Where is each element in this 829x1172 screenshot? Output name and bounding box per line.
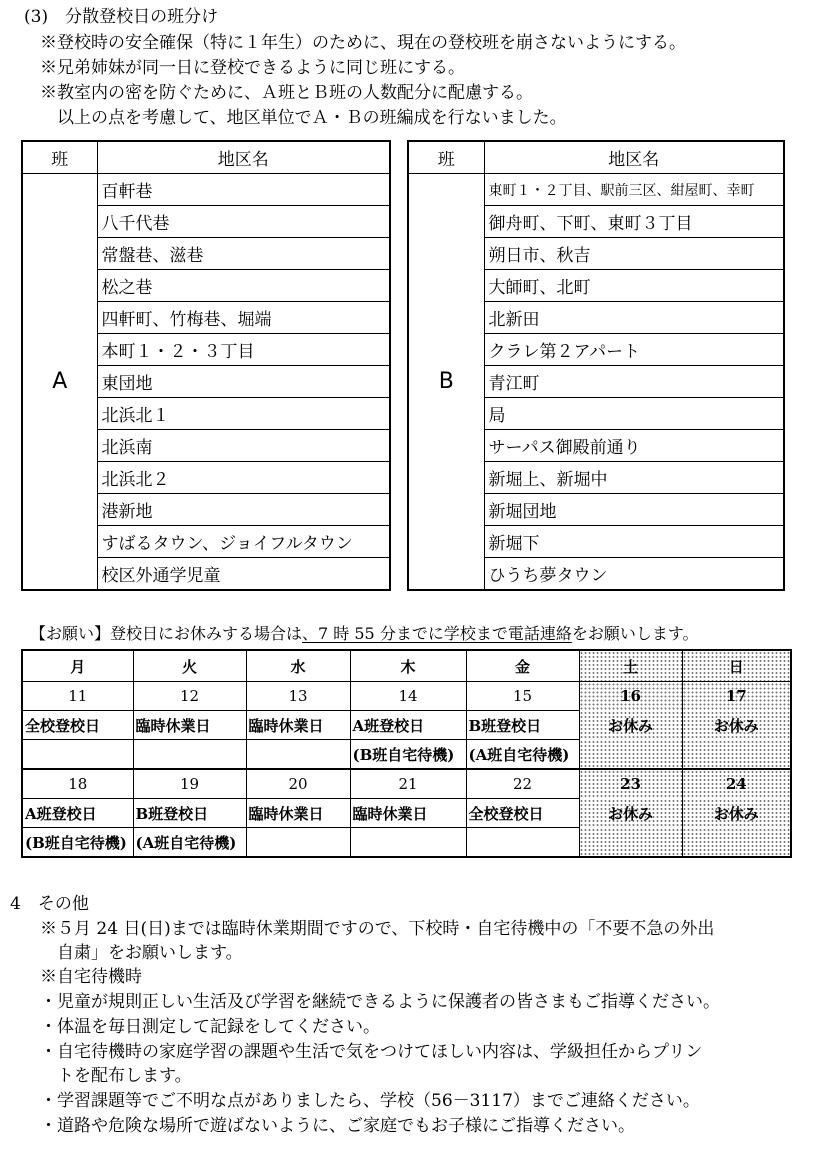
section3-heading: (3) 分散登校日の班分け — [24, 7, 219, 27]
note-cell — [350, 828, 466, 858]
request-prefix: 【お願い】登校日にお休みする場合は — [30, 624, 303, 643]
section4-note-6: ・自宅待機時の家庭学習の課題や生活で気をつけてほしい内容は、学級担任からプリン — [40, 1042, 703, 1062]
date-cell: 21 — [350, 769, 466, 799]
group-a-table — [21, 140, 391, 591]
date-cell: 14 — [350, 682, 466, 711]
date-cell: 24 — [682, 769, 791, 799]
date-cell: 18 — [22, 769, 133, 799]
date-cell: 15 — [466, 682, 579, 711]
section4-note-3: ※自宅待機時 — [40, 967, 142, 987]
col-header-group: 班 — [408, 141, 484, 174]
col-header-group: 班 — [22, 141, 97, 174]
status-cell: B班登校日 — [133, 799, 246, 828]
date-cell: 20 — [246, 769, 350, 799]
area-cell: 百軒巷 — [97, 174, 390, 206]
area-cell: すばるタウン、ジョイフルタウン — [97, 526, 390, 558]
day-header: 日 — [682, 650, 791, 682]
note-cell: (A班自宅待機) — [466, 740, 579, 770]
day-header: 金 — [466, 650, 579, 682]
day-header: 木 — [350, 650, 466, 682]
status-cell: お休み — [682, 799, 791, 828]
area-cell: 四軒町、竹梅巷、堀端 — [97, 302, 390, 334]
area-cell: クラレ第２アパート — [484, 334, 784, 366]
date-cell: 17 — [682, 682, 791, 711]
status-cell: 臨時休業日 — [246, 711, 350, 740]
date-cell: 19 — [133, 769, 246, 799]
area-cell: 本町１・２・３丁目 — [97, 334, 390, 366]
area-cell: 北浜南 — [97, 430, 390, 462]
section3-note-2: ※兄弟姉妹が同一日に登校できるように同じ班にする。 — [40, 58, 465, 78]
date-cell: 12 — [133, 682, 246, 711]
section4-note-5: ・体温を毎日測定して記録をしてください。 — [40, 1017, 380, 1037]
section4-heading: 4 その他 — [10, 894, 89, 914]
group-name-b: B — [408, 174, 484, 591]
area-cell: 局 — [484, 398, 784, 430]
note-cell — [579, 740, 682, 770]
section4-note-4: ・児童が規則正しい生活及び学習を継続できるように保護者の皆さまもご指導ください。 — [40, 992, 720, 1012]
section4-note-1: ※５月 24 日(日)までは臨時休業期間ですので、下校時・自宅待機中の「不要不急の外出 — [40, 919, 715, 939]
note-cell — [579, 828, 682, 858]
date-cell: 22 — [466, 769, 579, 799]
area-cell: ひうち夢タウン — [484, 558, 784, 591]
area-cell: 校区外通学児童 — [97, 558, 390, 591]
area-cell: 東町１・２丁目、駅前三区、紺屋町、幸町 — [484, 174, 784, 206]
area-cell: 松之巷 — [97, 270, 390, 302]
section4-note-9: ・道路や危険な場所で遊ばないように、ご家庭でもお子様にご指導ください。 — [40, 1116, 635, 1136]
section3-note-4: 以上の点を考慮して、地区単位でＡ・Ｂの班編成を行ないました。 — [40, 108, 567, 128]
day-header: 火 — [133, 650, 246, 682]
area-cell: 北新田 — [484, 302, 784, 334]
section4-note-7: トを配布します。 — [40, 1066, 192, 1086]
status-cell: 臨時休業日 — [350, 799, 466, 828]
area-cell: 新堀団地 — [484, 494, 784, 526]
note-cell — [682, 740, 791, 770]
note-cell — [22, 740, 133, 770]
status-cell: 全校登校日 — [466, 799, 579, 828]
section4-note-8: ・学習課題等でご不明な点がありましたら、学校（56－3117）までご連絡ください。 — [40, 1091, 700, 1111]
section3-note-1: ※登校時の安全確保（特に１年生）のために、現在の登校班を崩さないようにする。 — [40, 33, 686, 53]
section3-note-3: ※教室内の密を防ぐために、Ａ班とＢ班の人数配分に配慮する。 — [40, 83, 533, 103]
area-cell: 朔日市、秋吉 — [484, 238, 784, 270]
status-cell: 全校登校日 — [22, 711, 133, 740]
col-header-area: 地区名 — [484, 141, 784, 174]
date-cell: 13 — [246, 682, 350, 711]
area-cell: サーパス御殿前通り — [484, 430, 784, 462]
area-cell: 北浜北１ — [97, 398, 390, 430]
status-cell: お休み — [682, 711, 791, 740]
note-cell: (B班自宅待機) — [22, 828, 133, 858]
status-cell: B班登校日 — [466, 711, 579, 740]
date-cell: 23 — [579, 769, 682, 799]
col-header-area: 地区名 — [97, 141, 390, 174]
request-suffix: をお願いします。 — [571, 624, 699, 643]
area-cell: 新堀上、新堀中 — [484, 462, 784, 494]
status-cell: 臨時休業日 — [246, 799, 350, 828]
status-cell: A班登校日 — [22, 799, 133, 828]
note-cell — [133, 740, 246, 770]
area-cell: 東団地 — [97, 366, 390, 398]
group-name-a: A — [22, 174, 97, 591]
area-cell: 青江町 — [484, 366, 784, 398]
date-cell: 11 — [22, 682, 133, 711]
area-cell: 北浜北２ — [97, 462, 390, 494]
day-header: 月 — [22, 650, 133, 682]
note-cell: (B班自宅待機) — [350, 740, 466, 770]
request-line — [30, 623, 699, 645]
area-cell: 御舟町、下町、東町３丁目 — [484, 206, 784, 238]
calendar-table — [21, 649, 792, 858]
day-header: 土 — [579, 650, 682, 682]
area-cell: 大師町、北町 — [484, 270, 784, 302]
area-cell: 新堀下 — [484, 526, 784, 558]
status-cell: A班登校日 — [350, 711, 466, 740]
area-cell: 常盤巷、滋巷 — [97, 238, 390, 270]
note-cell — [246, 828, 350, 858]
note-cell — [682, 828, 791, 858]
status-cell: お休み — [579, 799, 682, 828]
group-b-table — [407, 140, 785, 591]
area-cell: 八千代巷 — [97, 206, 390, 238]
note-cell — [466, 828, 579, 858]
status-cell: 臨時休業日 — [133, 711, 246, 740]
day-header: 水 — [246, 650, 350, 682]
status-cell: お休み — [579, 711, 682, 740]
note-cell — [246, 740, 350, 770]
note-cell: (A班自宅待機) — [133, 828, 246, 858]
section4-note-2: 自粛」をお願いします。 — [40, 943, 243, 963]
date-cell: 16 — [579, 682, 682, 711]
area-cell: 港新地 — [97, 494, 390, 526]
request-underlined: 、7 時 55 分までに学校まで電話連絡 — [302, 624, 572, 643]
